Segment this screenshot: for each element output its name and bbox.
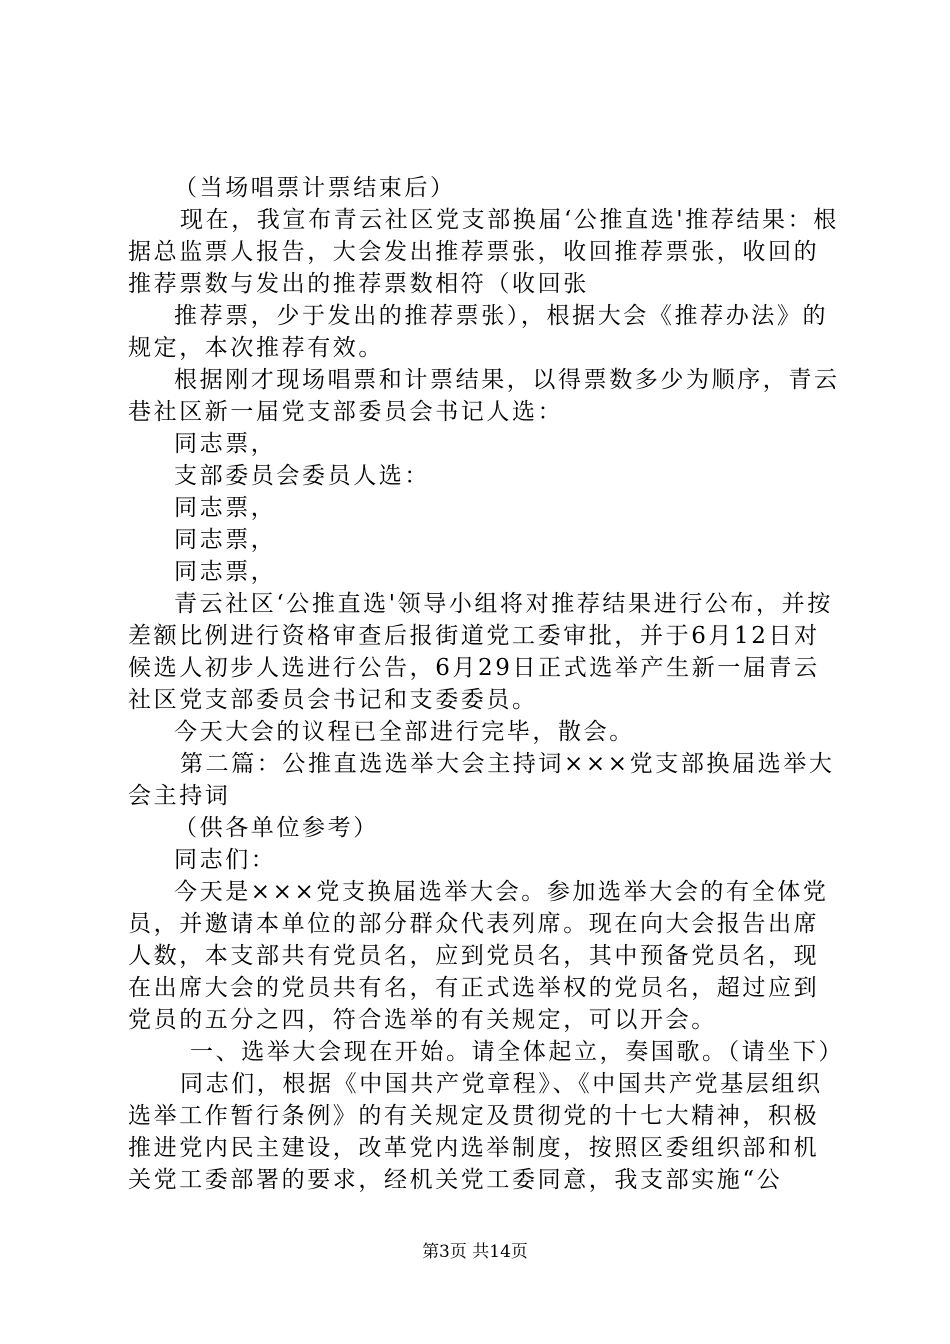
paragraph-basis: 同志们，根据《中国共产党章程》、《中国共产党基层组织选举工作暂行条例》的有关规定及贯彻党的十七大精神，积极推进党内民主建设，改革党内选举制度，按照区委组织部和机关党工委部署的要求，经机关党工委同意，我支部实施“公 xyxy=(128,1071,823,1193)
paragraph-reference-note: （供各单位参考） xyxy=(174,815,379,841)
page-number-footer: 第3页 共14页 xyxy=(422,1242,528,1262)
paragraph-committee-heading: 支部委员会委员人选： xyxy=(174,463,430,489)
paragraph-salutation: 同志们： xyxy=(174,847,277,873)
paragraph-opening: 一、选举大会现在开始。请全体起立，奏国歌。（请坐下） xyxy=(190,1039,845,1065)
paragraph-committee-votes-2: 同志票， xyxy=(174,527,277,553)
paragraph-adjourn: 今天大会的议程已全部进行完毕，散会。 xyxy=(174,719,635,745)
paragraph-results-intro: 根据刚才现场唱票和计票结果，以得票数多少为顺序，青云巷社区新一届党支部委员会书记人选： xyxy=(128,367,840,425)
paragraph-validity: 推荐票，少于发出的推荐票张），根据大会《推荐办法》的规定，本次推荐有效。 xyxy=(128,303,829,361)
paragraph-publication: 青云社区‘公推直选'领导小组将对推荐结果进行公布，并按差额比例进行资格审查后报街道党工委审批，并于6月12日对候选人初步人选进行公告，6月29日正式选举产生新一届青云社区党支部委员会书记和支委委员。 xyxy=(128,591,833,713)
paragraph-committee-votes-1: 同志票， xyxy=(174,495,277,521)
paragraph-attendance: 今天是×××党支换届选举大会。参加选举大会的有全体党员，并邀请本单位的部分群众代表列席。现在向大会报告出席人数，本支部共有党员名，应到党员名，其中预备党员名，现在出席大会的党员共有名，有正式选举权的党员名，超过应到党员的五分之四，符合选举的有关规定，可以开会。 xyxy=(128,879,829,1033)
paragraph-stage-note: （当场唱票计票结束后） xyxy=(174,175,456,201)
paragraph-announcement: 现在，我宣布青云社区党支部换届‘公推直选'推荐结果：根据总监票人报告，大会发出推荐票张，收回推荐票张，收回的推荐票数与发出的推荐票数相符（收回张 xyxy=(128,207,839,297)
document-body xyxy=(128,172,845,1196)
paragraph-committee-votes-3: 同志票， xyxy=(174,559,277,585)
paragraph-secretary-votes: 同志票， xyxy=(174,431,277,457)
paragraph-section-title: 第二篇：公推直选选举大会主持词×××党支部换届选举大会主持词 xyxy=(128,751,835,809)
